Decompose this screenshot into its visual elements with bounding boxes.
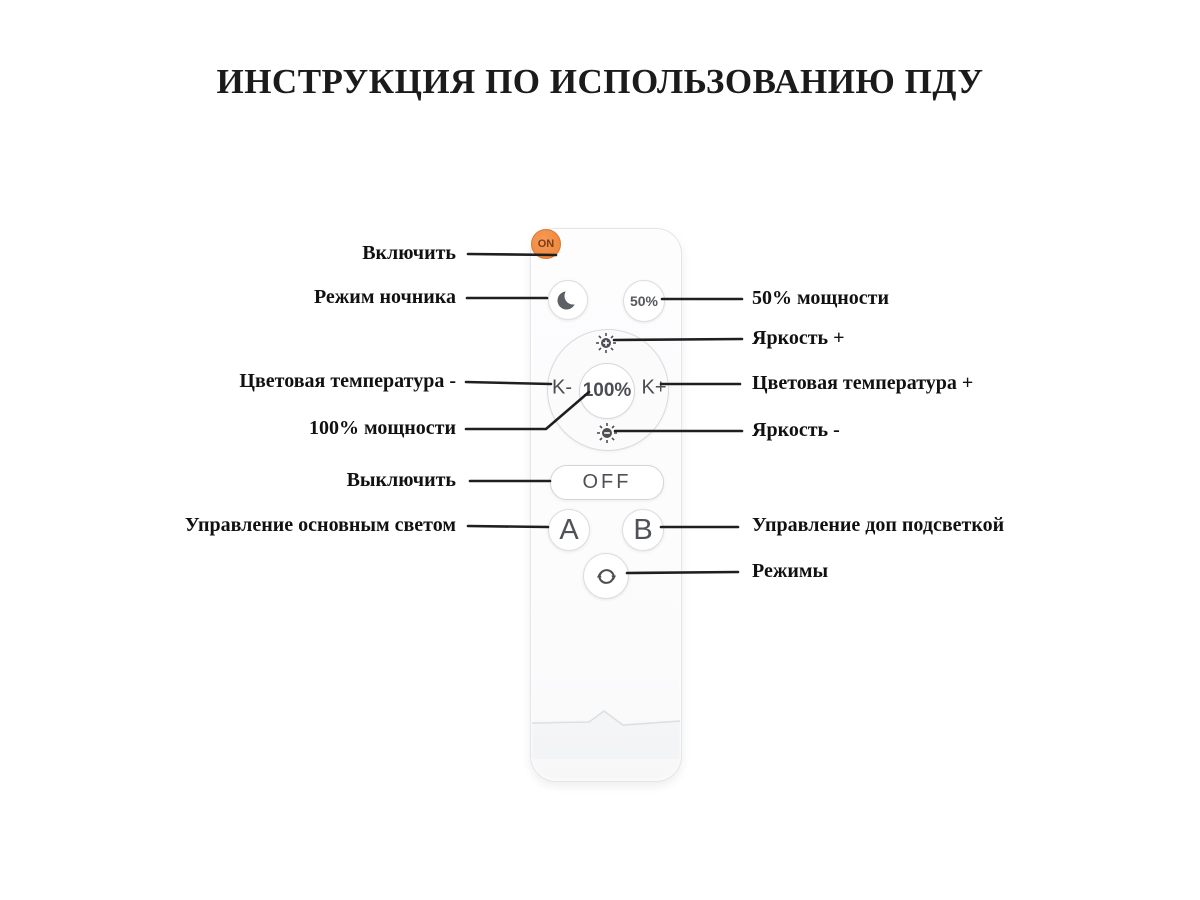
- annotation-color-temp-minus: Цветовая температура -: [239, 370, 456, 393]
- dial-ring: [547, 329, 669, 451]
- off-button-label: OFF: [582, 471, 632, 493]
- half-power-label: 50%: [629, 293, 659, 309]
- annotation-main-light: Управление основным светом: [184, 514, 456, 537]
- on-button-label: ON: [537, 238, 555, 250]
- half-power-button: [623, 280, 665, 322]
- off-button: [550, 465, 664, 500]
- annotation-power-on: Включить: [362, 242, 456, 265]
- on-button: [531, 229, 561, 259]
- cycle-icon: [593, 563, 620, 590]
- brightness-minus-icon: [596, 422, 618, 444]
- annotation-full-power: 100% мощности: [309, 417, 456, 440]
- annotation-night-mode: Режим ночника: [313, 286, 456, 309]
- modes-button: [583, 553, 629, 599]
- annotation-aux-light: Управление доп подсветкой: [752, 514, 1005, 537]
- battery-cover-seam: [531, 699, 681, 759]
- annotation-power-off: Выключить: [346, 469, 456, 492]
- full-power-label: 100%: [582, 380, 632, 401]
- annotation-modes: Режимы: [752, 560, 829, 583]
- channel-b-label: B: [633, 513, 653, 546]
- annotation-half-power: 50% мощности: [752, 287, 889, 310]
- full-power-button: [579, 363, 635, 419]
- channel-a-label: A: [559, 513, 579, 546]
- brightness-plus-icon: [595, 332, 617, 354]
- channel-b-button: [622, 509, 664, 551]
- annotation-brightness-plus: Яркость +: [752, 327, 845, 350]
- annotation-brightness-minus: Яркость -: [752, 419, 840, 442]
- color-temp-plus-key: K+: [641, 376, 667, 399]
- night-mode-button: [548, 280, 588, 320]
- annotation-color-temp-plus: Цветовая температура +: [752, 372, 974, 395]
- page-title: ИНСТРУКЦИЯ ПО ИСПОЛЬЗОВАНИЮ ПДУ: [216, 62, 984, 101]
- color-temp-minus-key: K-: [552, 376, 572, 399]
- channel-a-button: [548, 509, 590, 551]
- moon-icon: [556, 288, 580, 312]
- remote-control-body: [530, 228, 682, 782]
